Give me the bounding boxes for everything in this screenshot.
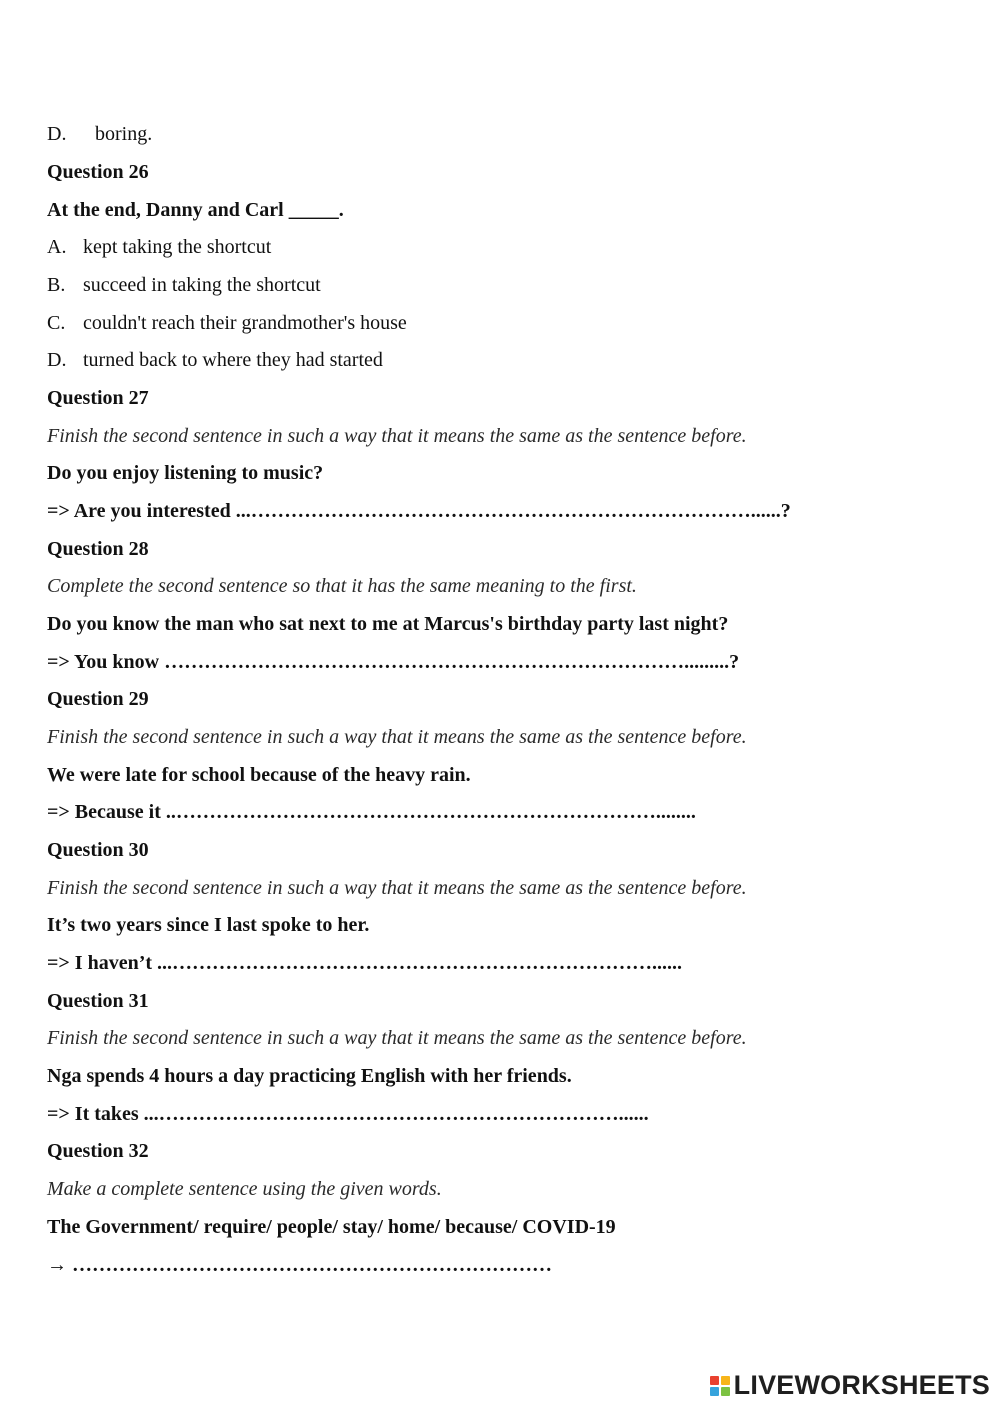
q28-instruction: Complete the second sentence so that it has the same meaning to the first. (47, 575, 637, 597)
q25-option-d[interactable] (47, 122, 152, 146)
q26-stem: At the end, Danny and Carl _____. (47, 199, 344, 221)
logo-square (710, 1387, 719, 1396)
option-letter: D. (47, 349, 67, 371)
q26-option-c[interactable] (47, 311, 407, 335)
option-letter: B. (47, 274, 66, 296)
q28-label: Question 28 (47, 538, 149, 560)
option-text: turned back to where they had started (83, 349, 383, 371)
q29-answer-line[interactable]: => Because it ..………………………………………………………………........ (47, 801, 696, 823)
q31-instruction: Finish the second sentence in such a way that it means the same as the sentence before. (47, 1027, 747, 1049)
option-text: kept taking the shortcut (83, 236, 272, 258)
q31-label: Question 31 (47, 990, 149, 1012)
q27-label: Question 27 (47, 387, 149, 409)
q26-option-a[interactable] (47, 235, 271, 259)
q27-sentence: Do you enjoy listening to music? (47, 462, 324, 484)
q26-option-b[interactable] (47, 273, 321, 297)
liveworksheets-logo-icon (710, 1376, 730, 1396)
q31-answer-line[interactable]: => It takes ...……………………………………………………………...... (47, 1103, 649, 1125)
logo-square (721, 1387, 730, 1396)
q27-answer-line[interactable]: => Are you interested ...…………………………………………………………………......? (47, 500, 791, 522)
q32-answer-line[interactable]: → ……………………………………………………………… (47, 1254, 552, 1276)
q30-label: Question 30 (47, 839, 149, 861)
liveworksheets-logo[interactable] (710, 1370, 990, 1401)
option-text: couldn't reach their grandmother's house (83, 312, 407, 334)
logo-square (721, 1376, 730, 1385)
option-letter: A. (47, 236, 67, 258)
q29-label: Question 29 (47, 688, 149, 710)
q32-sentence: The Government/ require/ people/ stay/ home/ because/ COVID-19 (47, 1216, 616, 1238)
option-text: succeed in taking the shortcut (83, 274, 321, 296)
q31-sentence: Nga spends 4 hours a day practicing English with her friends. (47, 1065, 572, 1087)
q32-instruction: Make a complete sentence using the given words. (47, 1178, 442, 1200)
q28-sentence: Do you know the man who sat next to me at Marcus's birthday party last night? (47, 613, 729, 635)
logo-square (710, 1376, 719, 1385)
q28-answer-line[interactable]: => You know …………………………………………………………………….........? (47, 651, 740, 673)
option-text: boring. (95, 123, 153, 145)
q26-label: Question 26 (47, 161, 149, 183)
option-letter: C. (47, 312, 66, 334)
q32-label: Question 32 (47, 1140, 149, 1162)
q27-instruction: Finish the second sentence in such a way that it means the same as the sentence before. (47, 425, 747, 447)
q30-sentence: It’s two years since I last spoke to her. (47, 914, 370, 936)
q29-sentence: We were late for school because of the heavy rain. (47, 764, 471, 786)
logo-text: LIVEWORKSHEETS (733, 1370, 990, 1400)
q30-answer-line[interactable]: => I haven’t ...………………………………………………………………...... (47, 952, 683, 974)
q30-instruction: Finish the second sentence in such a way that it means the same as the sentence before. (47, 877, 747, 899)
option-letter: D. (47, 123, 67, 145)
q29-instruction: Finish the second sentence in such a way that it means the same as the sentence before. (47, 726, 747, 748)
q26-option-d[interactable] (47, 348, 383, 372)
